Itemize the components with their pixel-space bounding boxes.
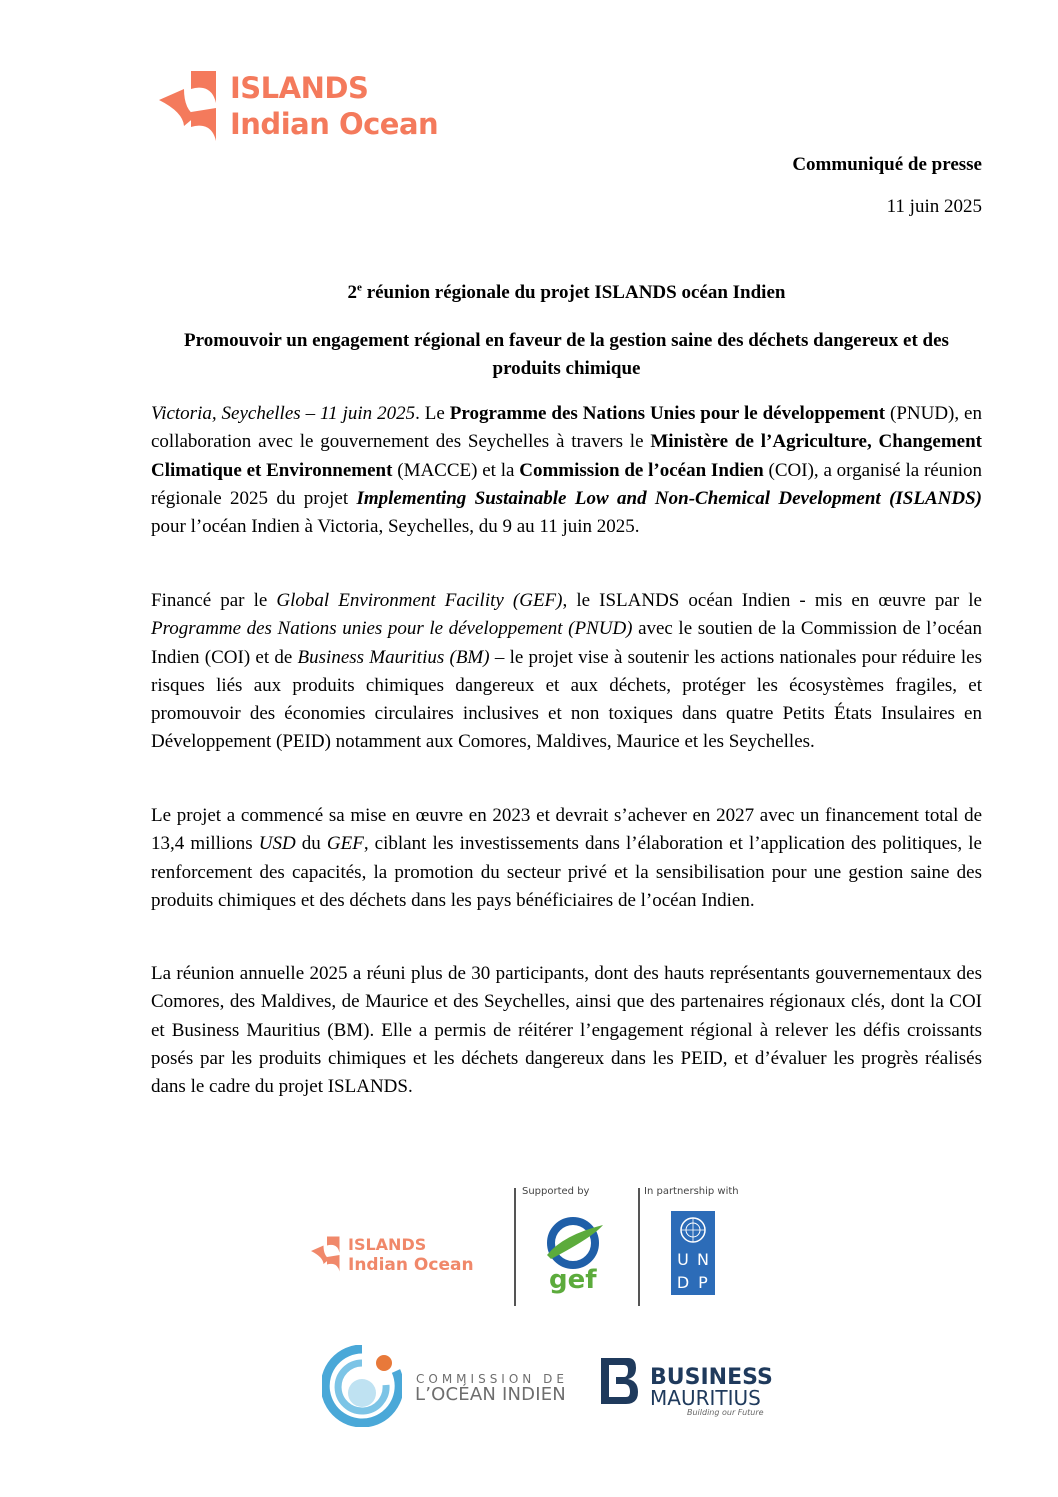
italic-span: USD	[258, 833, 296, 855]
title-text: réunion régionale du projet ISLANDS océan Indien	[361, 282, 786, 303]
text-span: pour l’océan Indien à Victoria, Seychelles, du 9 au 11 juin 2025.	[151, 516, 640, 538]
text-span: (COI), a organisé la réunion régionale 2025 du projet	[151, 459, 983, 509]
coi-logo-icon	[322, 1345, 402, 1427]
supported-by-label: Supported by	[522, 1186, 590, 1197]
document-type: Communiqué de presse	[792, 154, 982, 175]
footer-islands-line1: ISLANDS	[348, 1235, 427, 1254]
bold-span: Commission de l’océan Indien	[519, 459, 764, 481]
dateline: Victoria, Seychelles – 11 juin 2025	[151, 403, 416, 424]
italic-span: GEF	[326, 833, 364, 855]
paragraph-2	[151, 587, 982, 757]
text-span: . Le	[415, 403, 450, 424]
gef-logo-text: gef	[549, 1265, 597, 1295]
footer-islands-logo	[310, 1235, 490, 1275]
document-date: 11 juin 2025	[886, 196, 982, 217]
text-span: avec le soutien de la Commission de l’océan Indien (COI) et de	[151, 618, 982, 668]
italic-span: Global Environment Facility (GEF)	[276, 590, 563, 611]
undp-letter-u: U	[677, 1250, 689, 1269]
islands-arrow-icon	[157, 68, 229, 144]
italic-span: Programme des Nations unies pour le développement (PNUD)	[151, 618, 633, 640]
page-title	[151, 282, 982, 304]
page-subtitle: Promouvoir un engagement régional en faveur de la gestion saine des déchets dangereux et des produits chimique	[184, 330, 949, 379]
partner-logos-row-2	[318, 1340, 773, 1440]
paragraph-4: La réunion annuelle 2025 a réuni plus de 30 participants, dont des hauts représentants gouvernementaux des Comores, des Maldives, de Maurice et des Seychelles, ainsi que des partenaires régionaux clés, dont la COI et Business Mauritius (BM). Elle a permis de réitérer l’engagement régional à relever les défis croissants posés par les produits chimiques et les déchets dangereux dans les PEID, et d’évaluer les progrès réalisés dans le cadre du projet ISLANDS.	[151, 963, 982, 1098]
text-span: – le projet vise à soutenir les actions nationales pour réduire les risques liés aux produits chimiques dangereux et aux déchets, protéger les écosystèmes fragiles, et promouvoir des économies circulaires inclusives et non toxiques dans quatre Petits États Insulaires en Développement (PEID) notamment aux Comores, Maldives, Maurice et les Seychelles.	[151, 646, 982, 753]
text-span: du	[295, 833, 327, 855]
in-partnership-label: In partnership with	[644, 1186, 739, 1197]
paragraph-3	[151, 802, 982, 915]
title-superscript: e	[357, 281, 362, 294]
business-mauritius-icon	[600, 1357, 640, 1405]
text-span: , le ISLANDS océan Indien - mis en œuvre par le	[562, 590, 982, 611]
coi-logo-line2: L’OCÉAN INDIEN	[415, 1384, 566, 1405]
bold-span: Programme des Nations Unies pour le développement	[449, 403, 886, 424]
text-span: (MACCE) et la	[392, 459, 520, 481]
logo-line1: ISLANDS	[230, 71, 369, 105]
islands-arrow-icon	[310, 1235, 346, 1273]
bm-logo-tagline: Building our Future	[687, 1408, 764, 1417]
divider	[638, 1188, 640, 1306]
undp-logo	[671, 1211, 715, 1295]
text-span: , ciblant les investissements dans l’élaboration et l’application des politiques, le renforcement des capacités, la promotion du secteur privé et la sensibilisation pour une gestion saine des produits chimiques et des déchets dans les pays bénéficiaires de l’océan Indien.	[151, 833, 982, 911]
bm-logo-line1: BUSINESS	[650, 1365, 773, 1390]
paragraph-1	[151, 400, 982, 541]
bold-span: Ministère de l’Agriculture, Changement Climatique et Environnement	[151, 431, 982, 481]
undp-letter-n: N	[697, 1250, 709, 1269]
gef-globe-icon	[543, 1215, 607, 1269]
title-number: 2	[347, 282, 358, 303]
islands-indian-ocean-logo	[157, 68, 467, 144]
coi-logo-line1: COMMISSION DE	[416, 1372, 568, 1386]
italic-span: Business Mauritius (BM)	[297, 646, 490, 668]
logo-line2: Indian Ocean	[230, 107, 439, 141]
text-span: Financé par le	[151, 590, 277, 611]
bm-logo-line2: MAURITIUS	[650, 1386, 761, 1410]
undp-letter-d: D	[676, 1273, 690, 1292]
partner-logos-row-1	[305, 1183, 755, 1308]
bold-italic-span: Implementing Sustainable Low and Non-Chemical Development (ISLANDS)	[356, 487, 982, 509]
footer-islands-line2: Indian Ocean	[348, 1255, 474, 1275]
text-span: Le projet a commencé sa mise en œuvre en 2023 et devrait s’achever en 2027 avec un financement total de 13,4 millions	[151, 805, 982, 855]
undp-letter-p: P	[698, 1273, 708, 1292]
un-emblem-icon	[679, 1216, 707, 1244]
text-span: (PNUD), en collaboration avec le gouvernement des Seychelles à travers le	[151, 403, 982, 453]
divider	[514, 1188, 516, 1306]
